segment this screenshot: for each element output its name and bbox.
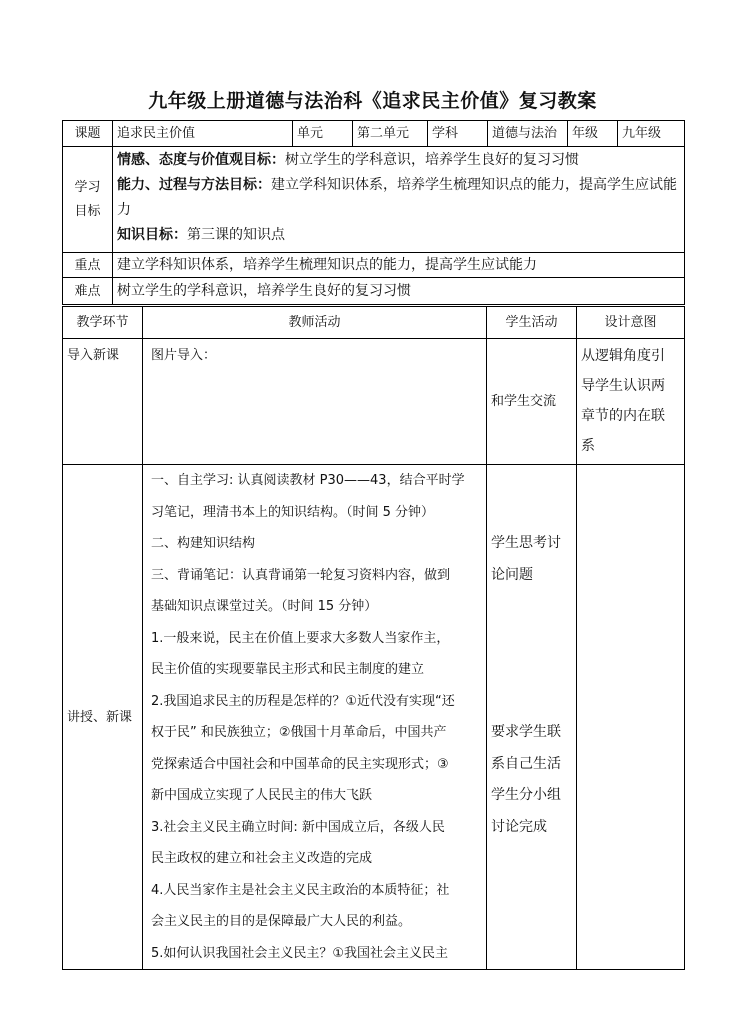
grade-label: 年级: [568, 121, 618, 147]
objective-item: [117, 223, 680, 248]
teacher-line: 二、构建知识结构: [151, 536, 256, 551]
teacher-line: 党探索适合中国社会和中国革命的民主实现形式；③: [151, 756, 449, 772]
difficulty-label: 难点: [63, 278, 113, 305]
lesson-info-table: [62, 120, 685, 305]
teacher-line: 4.人民当家作主是社会主义民主政治的本质特征；社: [151, 882, 450, 898]
student-line: 系自己生活: [491, 755, 561, 772]
intent-line: 章节的内在联: [581, 408, 665, 424]
teacher-line: 权于民” 和民族独立；②俄国十月革命后，中国共产: [151, 725, 447, 740]
topic-value: 追求民主价值: [113, 121, 293, 147]
objective-heading: 知识目标：: [117, 227, 187, 243]
page-title: 九年级上册道德与法治科《追求民主价值》复习教案: [148, 90, 597, 112]
teaching-process-table: [62, 306, 685, 970]
teacher-line: 习笔记，理清书本上的知识结构。（时间 5 分钟）: [151, 504, 435, 520]
objective-heading: 情感、态度与价值观目标：: [117, 152, 285, 168]
intent-line: 系: [581, 438, 595, 454]
teacher-line: 民主价值的实现要靠民主形式和民主制度的建立: [151, 662, 425, 677]
column-header-teacher: 教师活动: [143, 307, 487, 339]
student-line: 和学生交流: [491, 394, 557, 409]
student-line: 论问题: [491, 566, 533, 583]
table-row: [63, 339, 685, 465]
grade-value: 九年级: [618, 121, 685, 147]
subject-label: 学科: [428, 121, 488, 147]
stage-cell: 讲授、新课: [63, 465, 143, 970]
subject-value: 道德与法治: [488, 121, 568, 147]
objectives-label-text: 学习目标: [74, 179, 101, 219]
student-spacer: [491, 591, 572, 717]
column-header-student: 学生活动: [487, 307, 577, 339]
student-line: 讨论完成: [491, 818, 547, 835]
objective-item: [117, 173, 680, 223]
unit-label: 单元: [293, 121, 353, 147]
teacher-line: 三、背诵笔记：认真背诵第一轮复习资料内容，做到: [151, 567, 451, 583]
student-line: 学生分小组: [491, 787, 561, 803]
teacher-line: 会主义民主的目的是保障最广大人民的利益。: [151, 914, 412, 929]
objective-text: 树立学生的学科意识，培养学生良好的复习习惯: [285, 152, 579, 168]
intent-line: 导学生认识两: [581, 378, 665, 394]
student-line: 要求学生联: [491, 724, 561, 740]
column-header-intent: 设计意图: [577, 307, 685, 339]
objectives-content: [113, 147, 685, 253]
teacher-cell: [143, 465, 487, 970]
key-point-text: 建立学科知识体系，培养学生梳理知识点的能力，提高学生应试能力: [113, 253, 685, 278]
teacher-line: 5.如何认识我国社会主义民主？①我国社会主义民主: [151, 945, 449, 961]
intent-cell: [577, 465, 685, 970]
column-header-stage: 教学环节: [63, 307, 143, 339]
teacher-line: 民主政权的建立和社会主义改造的完成: [151, 851, 373, 866]
intent-cell: [577, 339, 685, 465]
stage-cell: 导入新课: [63, 339, 143, 465]
teacher-line: 基础知识点课堂过关。（时间 15 分钟）: [151, 599, 378, 614]
objective-item: [117, 148, 680, 173]
objective-text: 建立学科知识体系，培养学生梳理知识点的能力，提高学生应试能力: [117, 177, 677, 218]
teacher-line: 一、自主学习: 认真阅读教材 P30——43，结合平时学: [151, 473, 465, 488]
intent-line: 从逻辑角度引: [581, 348, 665, 364]
student-cell: [487, 339, 577, 465]
student-cell: [487, 465, 577, 970]
objective-text: 第三课的知识点: [187, 227, 285, 243]
teacher-line: 图片导入：: [151, 348, 217, 363]
unit-value: 第二单元: [353, 121, 428, 147]
student-line: 学生思考讨: [491, 535, 561, 551]
teacher-line: 3.社会主义民主确立时间: 新中国成立后，各级人民: [151, 819, 445, 835]
teacher-line: 2.我国追求民主的历程是怎样的？①近代没有实现“还: [151, 693, 455, 709]
objectives-label: [63, 147, 113, 253]
objective-heading: 能力、过程与方法目标：: [117, 177, 271, 193]
teacher-line: 1.一般来说，民主在价值上要求大多数人当家作主，: [151, 630, 450, 646]
teacher-cell: [143, 339, 487, 465]
key-point-label: 重点: [63, 253, 113, 278]
teacher-line: 新中国成立实现了人民民主的伟大飞跃: [151, 788, 373, 803]
difficulty-text: 树立学生的学科意识，培养学生良好的复习习惯: [113, 278, 685, 305]
table-row: [63, 465, 685, 970]
topic-label: 课题: [63, 121, 113, 147]
